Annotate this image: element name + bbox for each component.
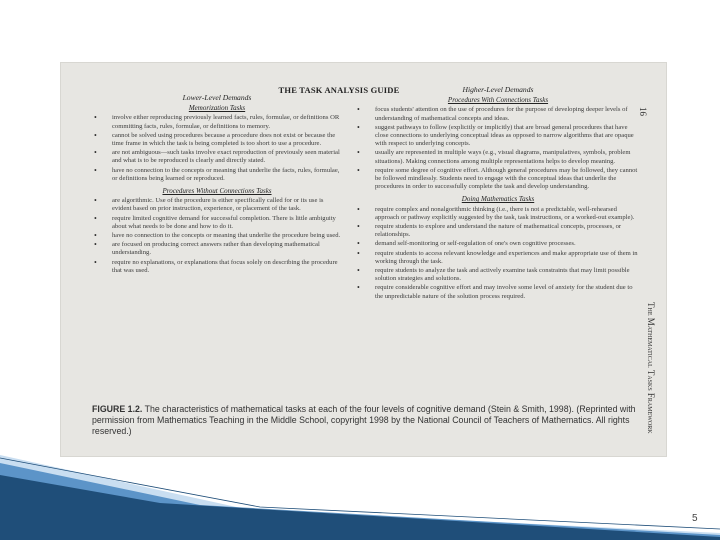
scanned-page bbox=[60, 62, 667, 457]
section-list bbox=[92, 197, 342, 275]
slide-number: 5 bbox=[692, 513, 698, 524]
lower-level-heading: Lower-Level Demands bbox=[182, 93, 252, 102]
list-item: • require no explanations, or explanations that focus solely on describing the procedure that was used. bbox=[92, 259, 342, 275]
higher-level-heading: Higher-Level Demands bbox=[462, 85, 534, 94]
document-title: THE TASK ANALYSIS GUIDE bbox=[278, 85, 400, 95]
right-sections bbox=[355, 96, 641, 301]
section-list bbox=[92, 114, 342, 183]
list-item: • require students to analyze the task and actively examine task constraints that may limit possible solution strategies and solutions. bbox=[355, 267, 641, 283]
section-list bbox=[355, 106, 641, 191]
section-title: Memorization Tasks bbox=[188, 104, 246, 113]
list-item: • cannot be solved using procedures because a procedure does not exist or because the time frame in which the task is being completed is too short to use a procedure. bbox=[92, 132, 342, 148]
higher-level-column bbox=[355, 86, 641, 305]
page-number: 16 bbox=[638, 107, 648, 116]
list-item: • are not ambiguous—such tasks involve exact reproduction of previously seen material and what is to be reproduced is clearly and directly stated. bbox=[92, 149, 342, 165]
figure-label: FIGURE 1.2. bbox=[92, 404, 143, 414]
list-item: • have no connection to the concepts or meaning that underlie the procedure being used. bbox=[92, 232, 342, 240]
list-item: • require considerable cognitive effort and may involve some level of anxiety for the student due to the unpredictable nature of the solution process required. bbox=[355, 284, 641, 300]
list-item: • demand self-monitoring or self-regulation of one's own cognitive processes. bbox=[355, 240, 641, 248]
list-item: • require some degree of cognitive effort. Although general procedures may be followed, they cannot be followed mindlessly. Students need to engage with the conceptual ideas that underlie the procedures in order to successfully complete the task and develop understanding. bbox=[355, 167, 641, 192]
section-title: Procedures Without Connections Tasks bbox=[162, 187, 272, 196]
section-title: Doing Mathematics Tasks bbox=[461, 195, 535, 204]
list-item: • require students to access relevant knowledge and experiences and make appropriate use of them in working through the task. bbox=[355, 250, 641, 266]
list-item: • require students to explore and understand the nature of mathematical concepts, processes, or relationships. bbox=[355, 223, 641, 239]
list-item: • require complex and nonalgorithmic thinking (i.e., there is not a predictable, well-rehearsed approach or pathway explicitly suggested by the task, task instructions, or a worked-out example). bbox=[355, 206, 641, 222]
list-item: • require limited cognitive demand for successful completion. There is little ambiguity about what needs to be done and how to do it. bbox=[92, 215, 342, 231]
section-title: Procedures With Connections Tasks bbox=[447, 96, 549, 105]
list-item: • focus students' attention on the use of procedures for the purpose of developing deeper levels of understanding of mathematical concepts and ideas. bbox=[355, 106, 641, 122]
figure-caption-text: The characteristics of mathematical tasks at each of the four levels of cognitive demand (Stein & Smith, 1998). (Reprinted with permission from Mathematics Teaching in the Middle School, copyright 1998 by the National Council of Teachers of Mathematics. All rights reserved.) bbox=[92, 404, 636, 436]
list-item: • involve either reproducing previously learned facts, rules, formulae, or definitions OR committing facts, rules, formulae, or definitions to memory. bbox=[92, 114, 342, 130]
left-sections bbox=[92, 104, 342, 275]
running-head: The Mathematical Tasks Framework bbox=[646, 302, 656, 434]
list-item: • suggest pathways to follow (explicitly or implicitly) that are broad general procedures that have close connections to underlying conceptual ideas as opposed to narrow algorithms that are opaque with respect to underlying concepts. bbox=[355, 124, 641, 149]
slide-decoration bbox=[0, 455, 720, 540]
list-item: • are focused on producing correct answers rather than developing mathematical understanding. bbox=[92, 241, 342, 257]
list-item: • usually are represented in multiple ways (e.g., visual diagrams, manipulatives, symbols, problem situations). Making connections among multiple representations helps to develop meaning. bbox=[355, 149, 641, 165]
section-list bbox=[355, 206, 641, 301]
list-item: • have no connection to the concepts or meaning that underlie the facts, rules, formulae, or definitions being learned or reproduced. bbox=[92, 167, 342, 183]
figure-caption bbox=[92, 404, 652, 437]
list-item: • are algorithmic. Use of the procedure is either specifically called for or its use is evident based on prior instruction, experience, or placement of the task. bbox=[92, 197, 342, 213]
lower-level-column bbox=[92, 94, 342, 279]
